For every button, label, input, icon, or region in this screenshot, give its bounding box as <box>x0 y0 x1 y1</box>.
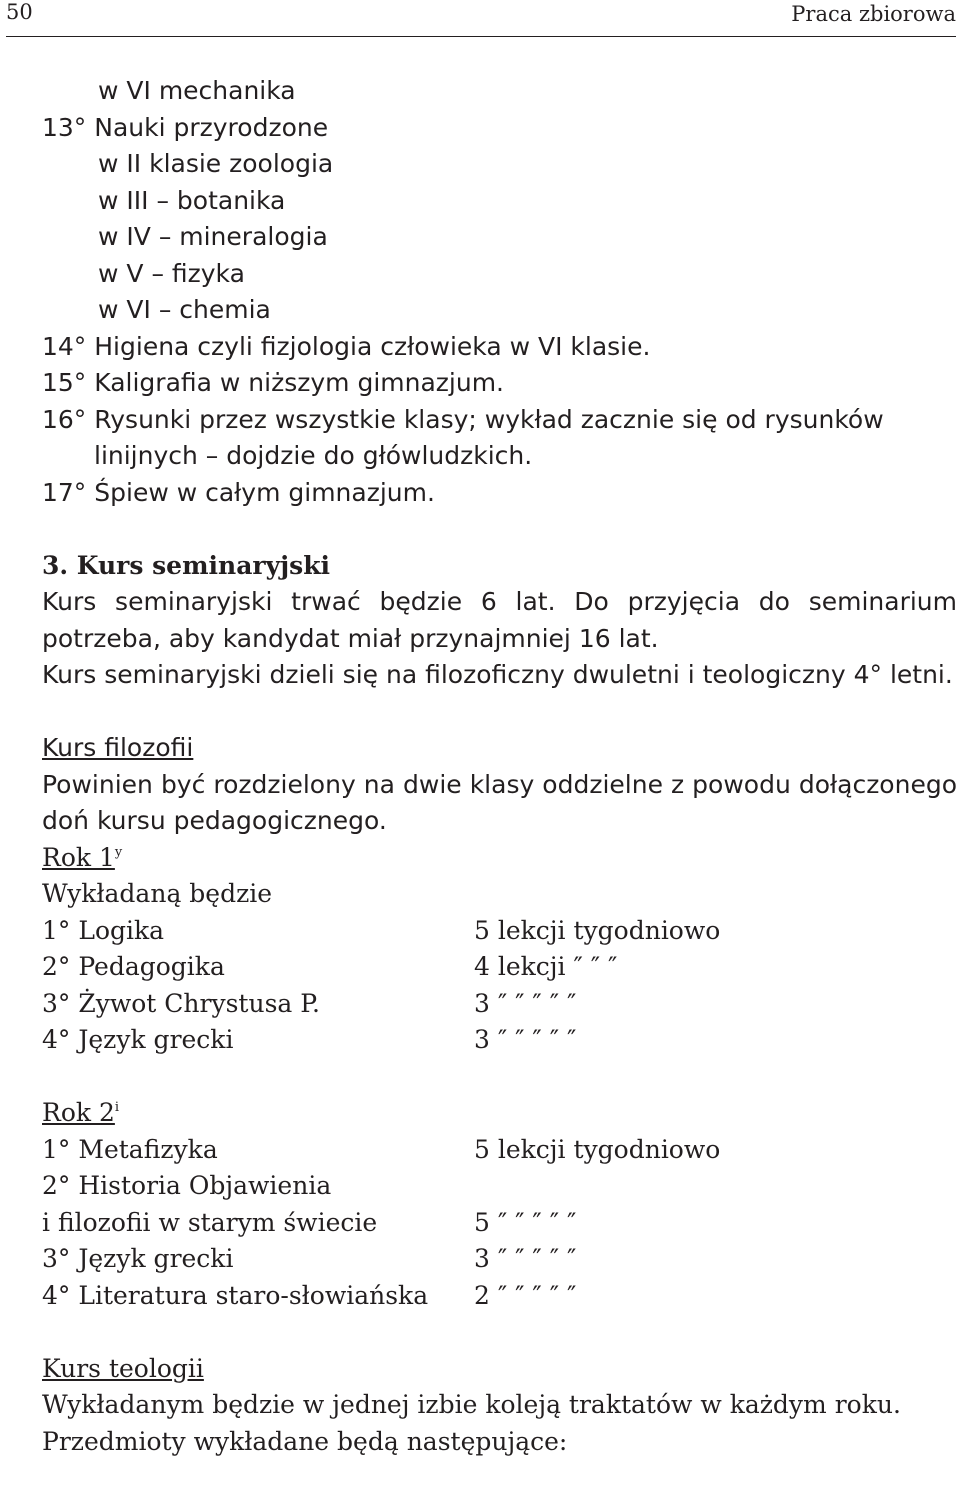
paragraph: Kurs seminaryjski trwać będzie 6 lat. Do przyjęcia do seminarium potrzeba, aby kandydat miał przynajmniej 16 lat. <box>42 587 957 653</box>
table-row <box>42 913 957 950</box>
subject-cell: 1° Logika <box>42 915 165 945</box>
subsection-heading: Kurs teologii <box>42 1353 204 1383</box>
list-item: w III – botanika <box>98 185 286 215</box>
subsection-heading: Kurs filozofii <box>42 733 194 762</box>
hours-cell: 5 lekcji tygodniowo <box>474 915 721 945</box>
subject-cell: 1° Metafizyka <box>42 1134 218 1164</box>
list-item: w II klasie zoologia <box>98 149 334 178</box>
table-row <box>42 986 957 1023</box>
hours-cell: 5 ″ ″ ″ ″ ″ <box>474 1207 577 1237</box>
list-item: 16° Rysunki przez wszystkie klasy; wykład zacznie się od rysunków <box>42 404 884 434</box>
subject-cell: 4° Literatura staro-słowiańska <box>42 1280 429 1310</box>
year-heading: Rok 2$^i$ <box>42 1098 120 1127</box>
table-row <box>42 1278 957 1315</box>
hours-cell: 5 lekcji tygodniowo <box>474 1134 721 1164</box>
paragraph: Przedmioty wykładane będą następujące: <box>42 1426 568 1456</box>
list-item: 17° Śpiew w całym gimnazjum. <box>42 477 435 507</box>
list-item: 13° Nauki przyrodzone <box>42 112 329 142</box>
subject-cell: 4° Język grecki <box>42 1025 234 1054</box>
year-heading: Rok 1$^y$ <box>42 842 123 872</box>
paragraph: Kurs seminaryjski dzieli się na filozoficzny dwuletni i teologiczny 4° letni. <box>42 660 953 689</box>
list-item: 14° Higiena czyli fizjologia człowieka w VI klasie. <box>42 331 651 361</box>
running-title: Praca zbiorowa <box>791 2 956 26</box>
hours-cell: 3 ″ ″ ″ ″ ″ <box>474 1244 577 1273</box>
subject-cell: 2° Historia Objawienia <box>42 1171 332 1200</box>
table-row <box>42 1132 957 1169</box>
section-heading: 3. Kurs seminaryjski <box>42 550 331 580</box>
subject-cell: 3° Żywot Chrystusa P. <box>42 988 320 1018</box>
table-row <box>42 1168 957 1205</box>
list-item: w VI mechanika <box>98 76 296 105</box>
schedule-table <box>42 913 957 1059</box>
subject-cell: i filozofii w starym świecie <box>42 1207 378 1237</box>
page-body <box>42 73 957 1460</box>
paragraph: Wykładanym będzie w jednej izbie koleją traktatów w każdym roku. <box>42 1390 901 1419</box>
subject-list <box>42 73 957 511</box>
table-row <box>42 1022 957 1059</box>
table-row <box>42 1205 957 1242</box>
hours-cell: 3 ″ ″ ″ ″ ″ <box>474 1025 577 1054</box>
list-item: w V – fizyka <box>98 258 245 288</box>
subject-cell: 2° Pedagogika <box>42 952 225 981</box>
list-item: linijnych – dojdzie do główludzkich. <box>94 441 533 470</box>
page-number: 50 <box>6 0 33 24</box>
hours-cell: 2 ″ ″ ″ ″ ″ <box>474 1280 577 1310</box>
paragraph: Powinien być rozdzielony na dwie klasy oddzielne z powodu dołączonego doń kursu pedagogicznego. <box>42 769 957 835</box>
hours-cell: 3 ″ ″ ″ ″ ″ <box>474 988 577 1018</box>
subject-cell: 3° Język grecki <box>42 1244 234 1273</box>
list-item: w VI – chemia <box>98 295 271 324</box>
list-item: w IV – mineralogia <box>98 222 328 251</box>
table-row <box>42 949 957 986</box>
page-header <box>6 0 956 37</box>
hours-cell: 4 lekcji ″ ″ ″ <box>474 952 618 981</box>
table-row <box>42 1241 957 1278</box>
list-item: 15° Kaligrafia w niższym gimnazjum. <box>42 368 504 397</box>
schedule-table <box>42 1132 957 1315</box>
intro-line: Wykładaną będzie <box>42 879 273 908</box>
